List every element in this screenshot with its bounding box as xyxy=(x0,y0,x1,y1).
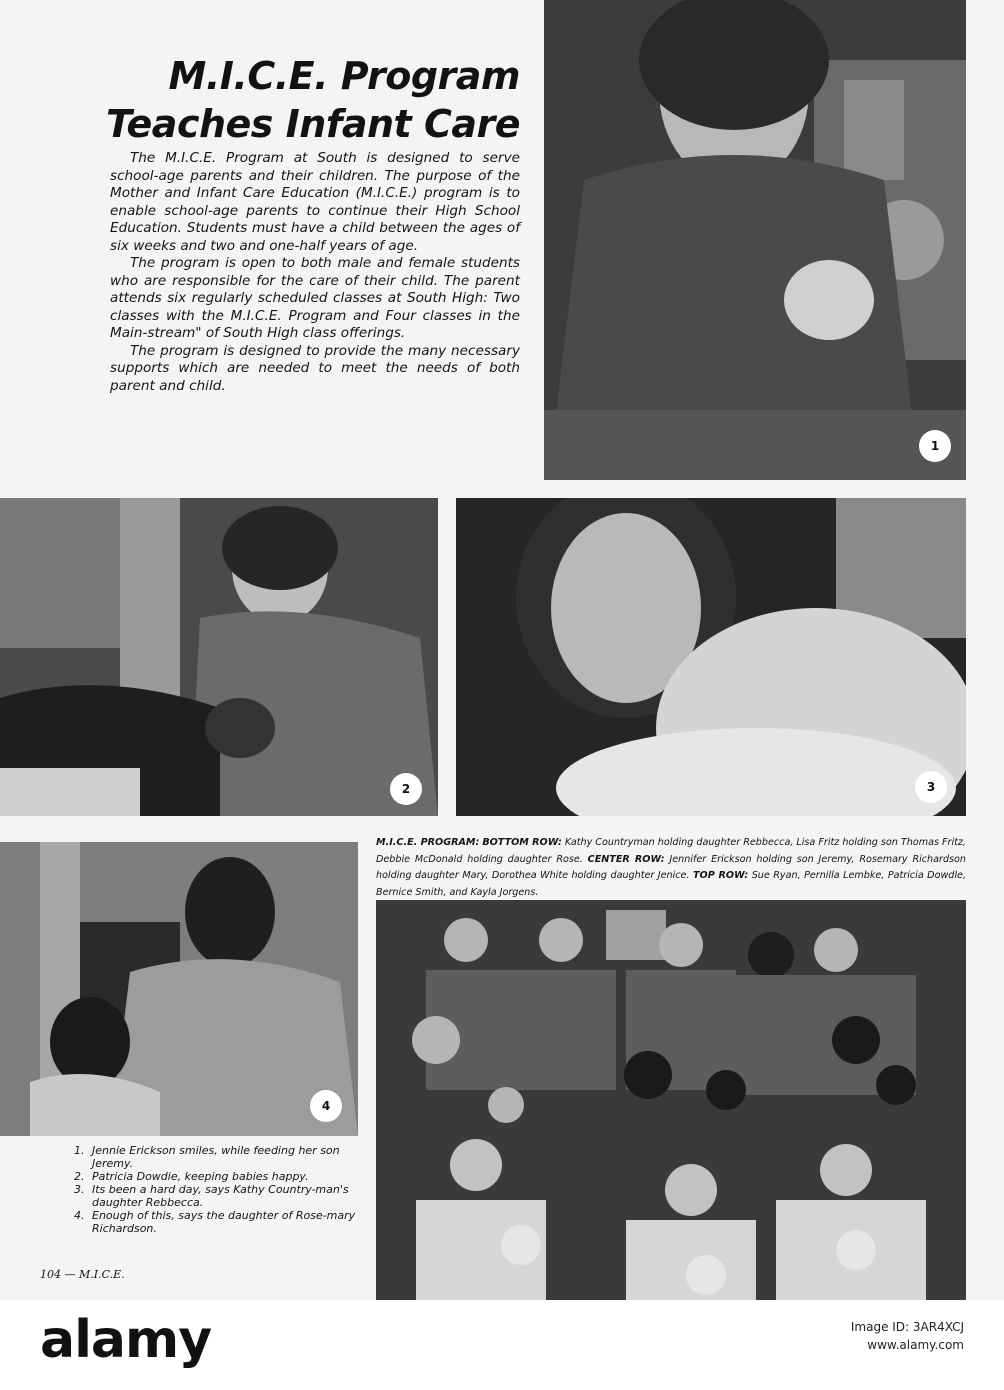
title-line-1: M.I.C.E. Program xyxy=(168,54,520,98)
article-paragraph: The program is open to both male and female students who are responsible for the care of their child. The parent attends six regularly scheduled classes at South High: Two classes with the M.I.C.E. Program and Four classes in the Main-stream" of South High class offerings. xyxy=(110,255,520,341)
title-line-2: Teaches Infant Care xyxy=(106,102,520,146)
photo-number-badge: 1 xyxy=(919,430,951,462)
photo-number-badge: 2 xyxy=(390,773,422,805)
photo-number-badge: 4 xyxy=(310,1090,342,1122)
caption-row-text: Jennifer Erickson holding son Jeremy, Rosemary Richardson holding daughter Mary, Dorothea White holding daughter Jenice. xyxy=(376,853,966,881)
caption-number: 4. xyxy=(74,1209,85,1222)
caption-text: Patricia Dowdie, keeping babies happy. xyxy=(92,1170,309,1183)
caption-row-label: CENTER ROW: xyxy=(587,853,665,865)
article-title xyxy=(106,52,520,148)
photo-3-woman-with-sleeping-baby xyxy=(456,498,966,816)
watermark-bar xyxy=(0,1300,1004,1390)
article-paragraph: The M.I.C.E. Program at South is designed to serve school-age parents and their children. The purpose of the Mother and Infant Care Education (M.I.C.E.) program is to enable school-age parents to continue their High School Education. Students must have a child between the ages of six weeks and two and one-half years of age. xyxy=(110,150,520,254)
photo-caption xyxy=(74,1183,364,1209)
group-photo-caption xyxy=(376,835,966,901)
watermark-meta xyxy=(851,1318,964,1354)
photo-caption xyxy=(74,1209,364,1235)
article-body xyxy=(110,150,520,395)
caption-row-text: Sue Ryan, Pernilla Lembke, Patricia Dowdle, Bernice Smith, and Kayla Jorgens. xyxy=(376,870,966,898)
photo-number-badge: 3 xyxy=(915,771,947,803)
site-url: www.alamy.com xyxy=(867,1338,964,1352)
photo-caption-list xyxy=(74,1144,364,1235)
caption-row-label: BOTTOM ROW: xyxy=(482,837,562,848)
caption-label: M.I.C.E. PROGRAM: xyxy=(376,837,480,848)
photo-caption xyxy=(74,1144,364,1170)
caption-number: 1. xyxy=(74,1144,85,1157)
caption-text: Its been a hard day, says Kathy Country-man's daughter Rebbecca. xyxy=(92,1183,349,1209)
image-id: Image ID: 3AR4XCJ xyxy=(850,1320,964,1334)
caption-text: Jennie Erickson smiles, while feeding her son Jeremy. xyxy=(92,1144,340,1170)
page-folio: 104 — M.I.C.E. xyxy=(40,1268,125,1281)
caption-row-label: TOP ROW: xyxy=(693,870,749,881)
alamy-logo: alamy xyxy=(40,1310,212,1370)
photo-1-mother-feeding-baby xyxy=(544,0,966,480)
photo-4-woman-with-child xyxy=(0,842,358,1136)
photo-2-woman-with-baby xyxy=(0,498,438,816)
caption-number: 3. xyxy=(74,1183,85,1196)
article-paragraph: The program is designed to provide the many necessary supports which are needed to meet the needs of both parent and child. xyxy=(110,342,520,394)
caption-text: Enough of this, says the daughter of Rose-mary Richardson. xyxy=(92,1209,356,1235)
caption-row-text: Kathy Countryman holding daughter Rebbecca, Lisa Fritz holding son Thomas Fritz, Debbie McDonald holding daughter Rose. xyxy=(376,837,966,865)
group-photo xyxy=(376,900,966,1300)
photo-caption xyxy=(74,1170,364,1183)
caption-number: 2. xyxy=(74,1170,85,1183)
